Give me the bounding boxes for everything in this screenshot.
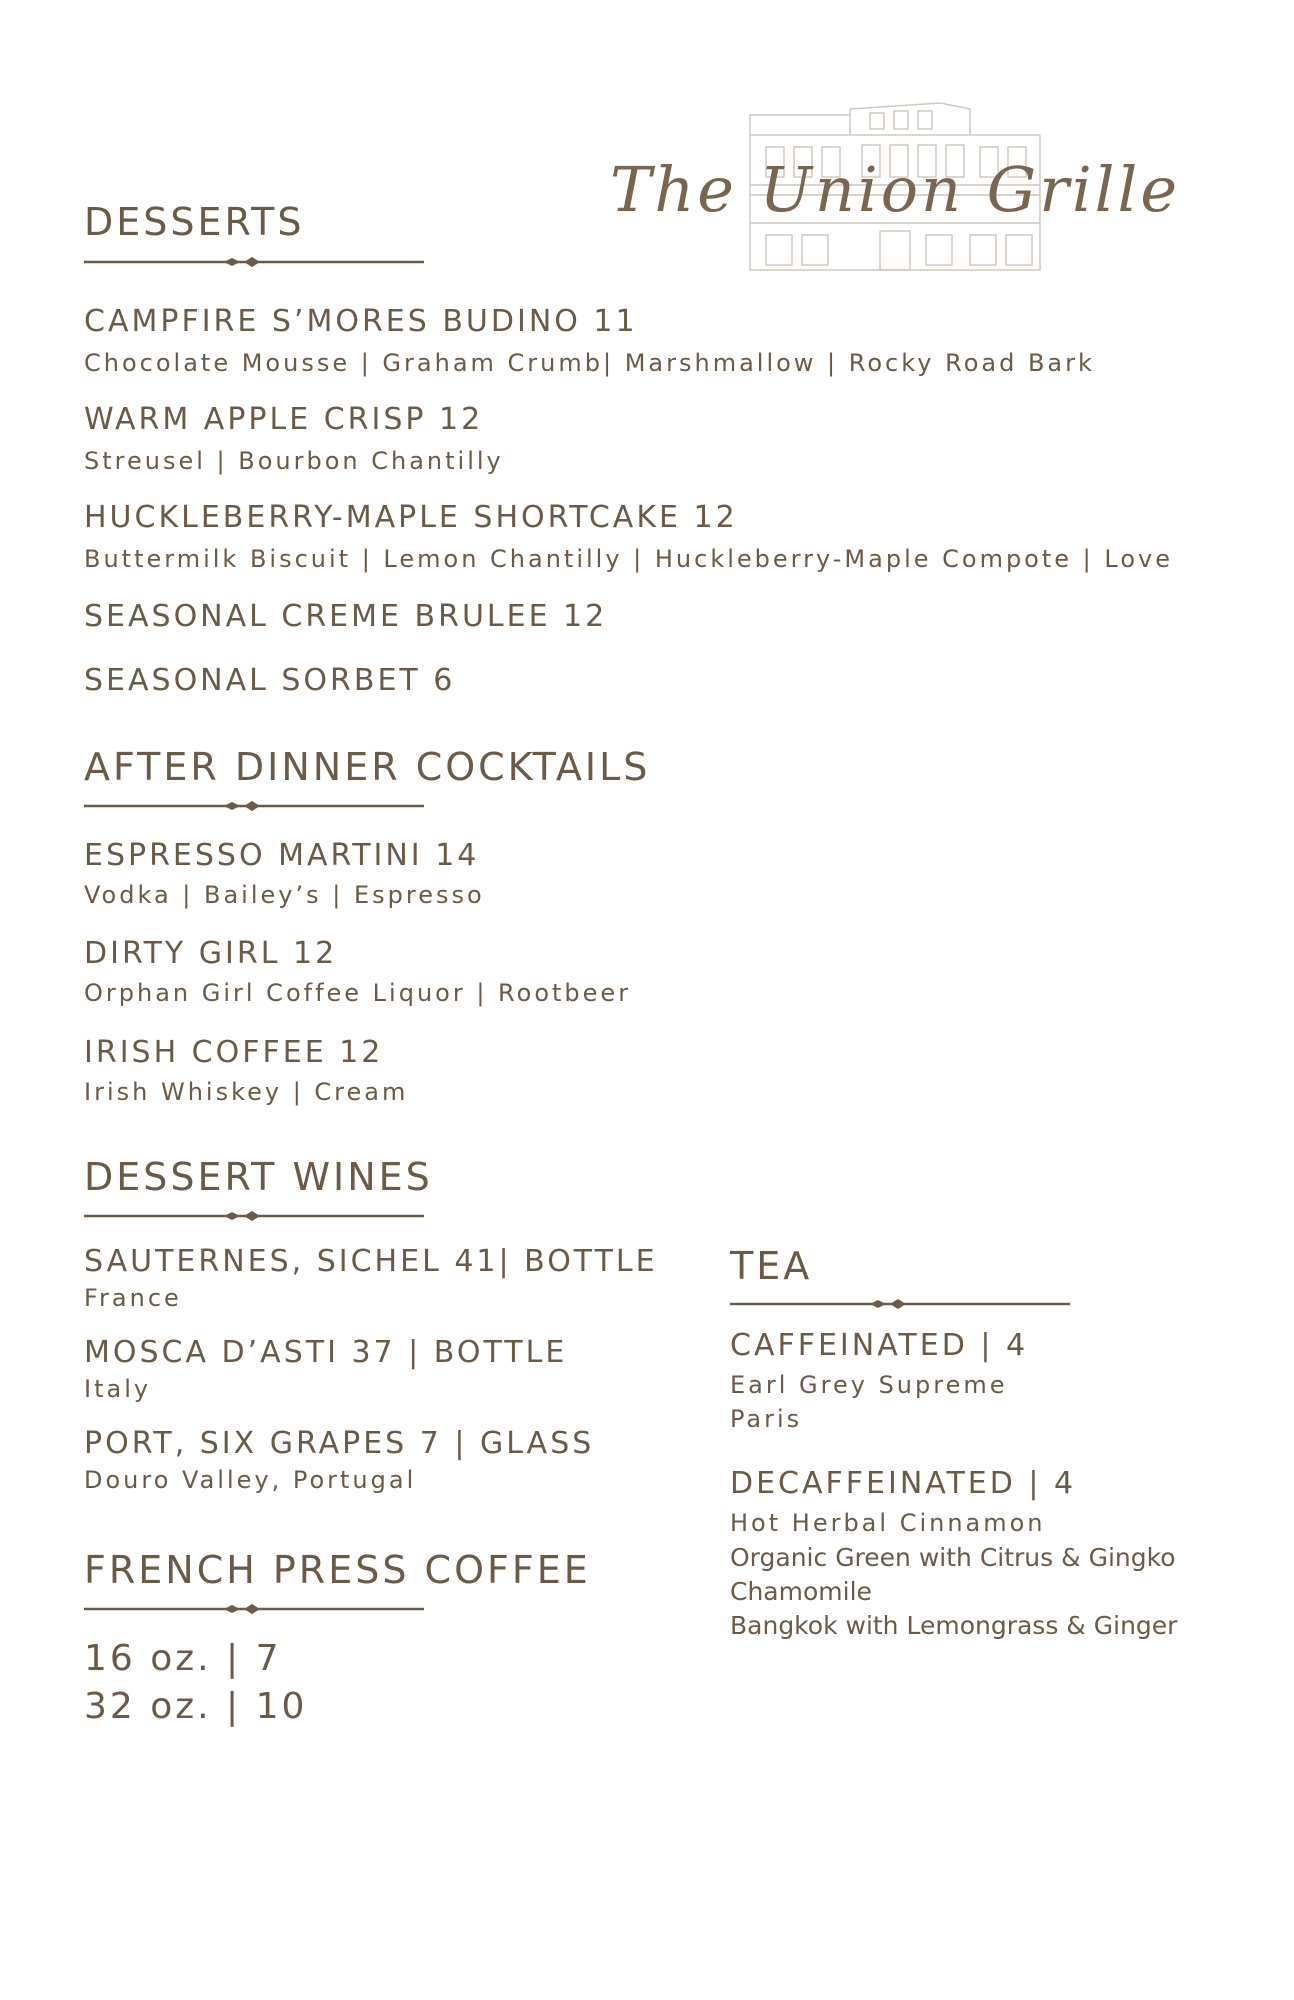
wines-divider bbox=[84, 1207, 424, 1225]
tea-item: Hot Herbal Cinnamon bbox=[730, 1509, 1046, 1537]
logo-text: The Union Grille bbox=[610, 153, 1181, 226]
desserts-title: DESSERTS bbox=[84, 200, 305, 244]
wine-desc: Italy bbox=[84, 1375, 152, 1403]
coffee-title: FRENCH PRESS COFFEE bbox=[84, 1548, 591, 1592]
tea-item: Organic Green with Citrus & Gingko bbox=[730, 1543, 1176, 1572]
cocktail-desc: Orphan Girl Coffee Liquor | Rootbeer bbox=[84, 979, 632, 1007]
dessert-name: HUCKLEBERRY-MAPLE SHORTCAKE 12 bbox=[84, 500, 738, 535]
cocktail-name: ESPRESSO MARTINI 14 bbox=[84, 838, 480, 873]
wine-desc: Douro Valley, Portugal bbox=[84, 1466, 417, 1494]
cocktail-name: DIRTY GIRL 12 bbox=[84, 936, 338, 971]
desserts-divider bbox=[84, 253, 424, 271]
wines-title: DESSERT WINES bbox=[84, 1155, 433, 1199]
tea-divider bbox=[730, 1295, 1070, 1313]
logo bbox=[600, 95, 1181, 275]
tea-category-name: DECAFFEINATED | 4 bbox=[730, 1466, 1077, 1501]
dessert-desc: Buttermilk Biscuit | Lemon Chantilly | Huckleberry-Maple Compote | Love bbox=[84, 545, 1173, 573]
cocktail-name: IRISH COFFEE 12 bbox=[84, 1035, 384, 1070]
tea-title: TEA bbox=[730, 1244, 813, 1288]
tea-item: Bangkok with Lemongrass & Ginger bbox=[730, 1611, 1178, 1640]
cocktail-desc: Irish Whiskey | Cream bbox=[84, 1078, 409, 1106]
coffee-divider bbox=[84, 1600, 424, 1618]
cocktail-desc: Vodka | Bailey’s | Espresso bbox=[84, 881, 485, 909]
cocktails-title: AFTER DINNER COCKTAILS bbox=[84, 745, 651, 789]
wine-name: SAUTERNES, SICHEL 41| BOTTLE bbox=[84, 1244, 658, 1279]
wine-desc: France bbox=[84, 1284, 182, 1312]
tea-item: Paris bbox=[730, 1405, 803, 1433]
dessert-desc: Chocolate Mousse | Graham Crumb| Marshmallow | Rocky Road Bark bbox=[84, 349, 1095, 377]
tea-item: Chamomile bbox=[730, 1577, 872, 1606]
coffee-size: 16 oz. | 7 bbox=[84, 1638, 282, 1679]
tea-item: Earl Grey Supreme bbox=[730, 1371, 1008, 1399]
wine-name: PORT, SIX GRAPES 7 | GLASS bbox=[84, 1426, 595, 1461]
dessert-desc: Streusel | Bourbon Chantilly bbox=[84, 447, 504, 475]
wine-name: MOSCA D’ASTI 37 | BOTTLE bbox=[84, 1335, 568, 1370]
dessert-name: CAMPFIRE S’MORES BUDINO 11 bbox=[84, 304, 638, 339]
tea-category-name: CAFFEINATED | 4 bbox=[730, 1328, 1029, 1363]
dessert-name: SEASONAL CREME BRULEE 12 bbox=[84, 599, 608, 634]
cocktails-divider bbox=[84, 797, 424, 815]
dessert-name: WARM APPLE CRISP 12 bbox=[84, 402, 484, 437]
coffee-size: 32 oz. | 10 bbox=[84, 1686, 308, 1727]
dessert-name: SEASONAL SORBET 6 bbox=[84, 663, 456, 698]
